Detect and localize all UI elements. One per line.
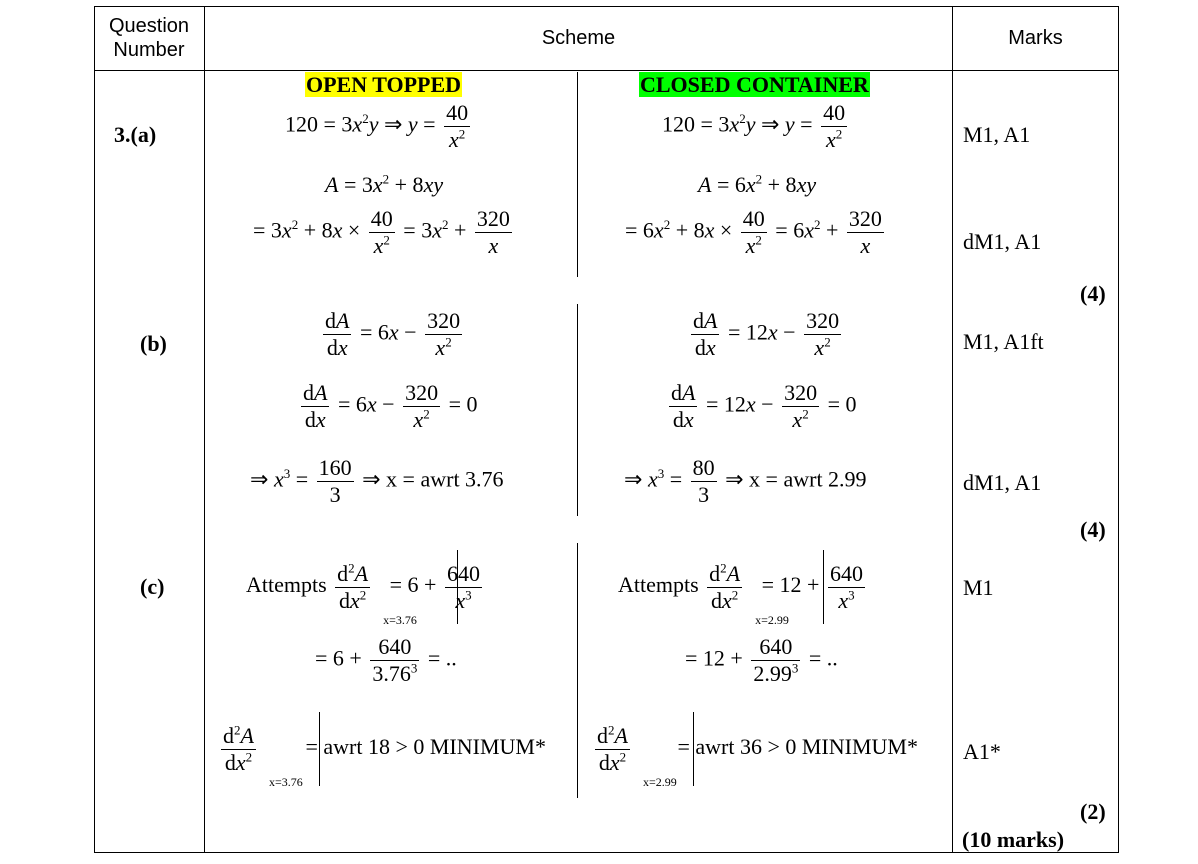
open-a-substitution: = $3x^2 + 8x$ × $\frac{40}{x^2}$ = $3x^2$ + $\frac{320}{x}$ [253,206,510,258]
closed-b-derivative-zero: $\frac{dA}{dx}$ = 12x − $\frac{320}{x^2}$ = 0 [671,380,857,432]
column-divider-2 [952,6,953,853]
part-label-a: 3.(a) [114,122,157,147]
open-c-evaluation: = 6 + $\frac{640}{3.76^3}$ = .. [315,634,457,686]
header-question-number: Question Number [108,15,190,61]
closed-container-heading: CLOSED CONTAINER [640,72,869,97]
closed-c-evaluation: = 12 + $\frac{640}{2.99^3}$ = .. [685,634,838,686]
open-a-area: $A = 3x^2 + 8xy$ [325,171,444,197]
header-scheme: Scheme [541,27,616,49]
mark-c-1: M1 [963,575,994,600]
mark-a-2: dM1, A1 [963,229,1042,254]
closed-a-area: $A = 6x^2 + 8xy$ [698,171,817,197]
open-a-equation-1: $120 = 3x^2y$ ⇒ y = $\frac{40}{x^2}$ [285,100,469,152]
mark-b-2: dM1, A1 [963,470,1042,495]
closed-b-solution: ⇒ $x^3$ = $\frac{80}{3}$ ⇒ x = awrt 2.99 [624,455,867,507]
part-label-b: (b) [140,331,167,356]
table-border-right [1118,6,1119,853]
closed-b-derivative: $\frac{dA}{dx}$ = 12x − $\frac{320}{x^2}$ [693,308,840,360]
part-label-c: (c) [140,574,165,599]
mark-b-1: M1, A1ft [963,329,1044,354]
mark-a-total: (4) [1080,281,1106,306]
open-b-derivative-zero: $\frac{dA}{dx}$ = 6x − $\frac{320}{x^2}$ = 0 [303,380,478,432]
mark-c-total: (2) [1080,799,1106,824]
header-divider [94,70,1119,71]
closed-c-second-derivative: Attempts $\frac{d^2A}{dx^2}$ x=2.99 = 12 + $\frac{640}{x^3}$ [618,550,936,624]
closed-a-equation-1: $120 = 3x^2y$ ⇒ y = $\frac{40}{x^2}$ [662,100,846,152]
open-c-second-derivative: Attempts $\frac{d^2A}{dx^2}$ x=3.76 = 6 + $\frac{640}{x^3}$ [246,550,559,624]
open-b-derivative: $\frac{dA}{dx}$ = 6x − $\frac{320}{x^2}$ [325,308,461,360]
table-border-left [94,6,95,853]
scheme-divider-c [577,543,578,798]
mark-b-total: (4) [1080,517,1106,542]
header-marks: Marks [1008,27,1063,49]
table-border-top [94,6,1119,7]
scheme-divider-b [577,304,578,516]
closed-c-conclusion: $\frac{d^2A}{dx^2}$ x=2.99 = awrt 36 > 0 MINIMUM* [592,712,940,786]
closed-a-substitution: = $6x^2 + 8x$ × $\frac{40}{x^2}$ = $6x^2$ + $\frac{320}{x}$ [625,206,882,258]
mark-c-2: A1* [963,739,1001,764]
column-divider-1 [204,6,205,853]
open-c-conclusion: $\frac{d^2A}{dx^2}$ x=3.76 = awrt 18 > 0 MINIMUM* [218,712,566,786]
mark-a-1: M1, A1 [963,122,1031,147]
grand-total: (10 marks) [962,827,1065,852]
scheme-divider-a [577,72,578,277]
open-topped-heading: OPEN TOPPED [306,72,462,97]
open-b-solution: ⇒ $x^3$ = $\frac{160}{3}$ ⇒ x = awrt 3.76 [250,455,504,507]
